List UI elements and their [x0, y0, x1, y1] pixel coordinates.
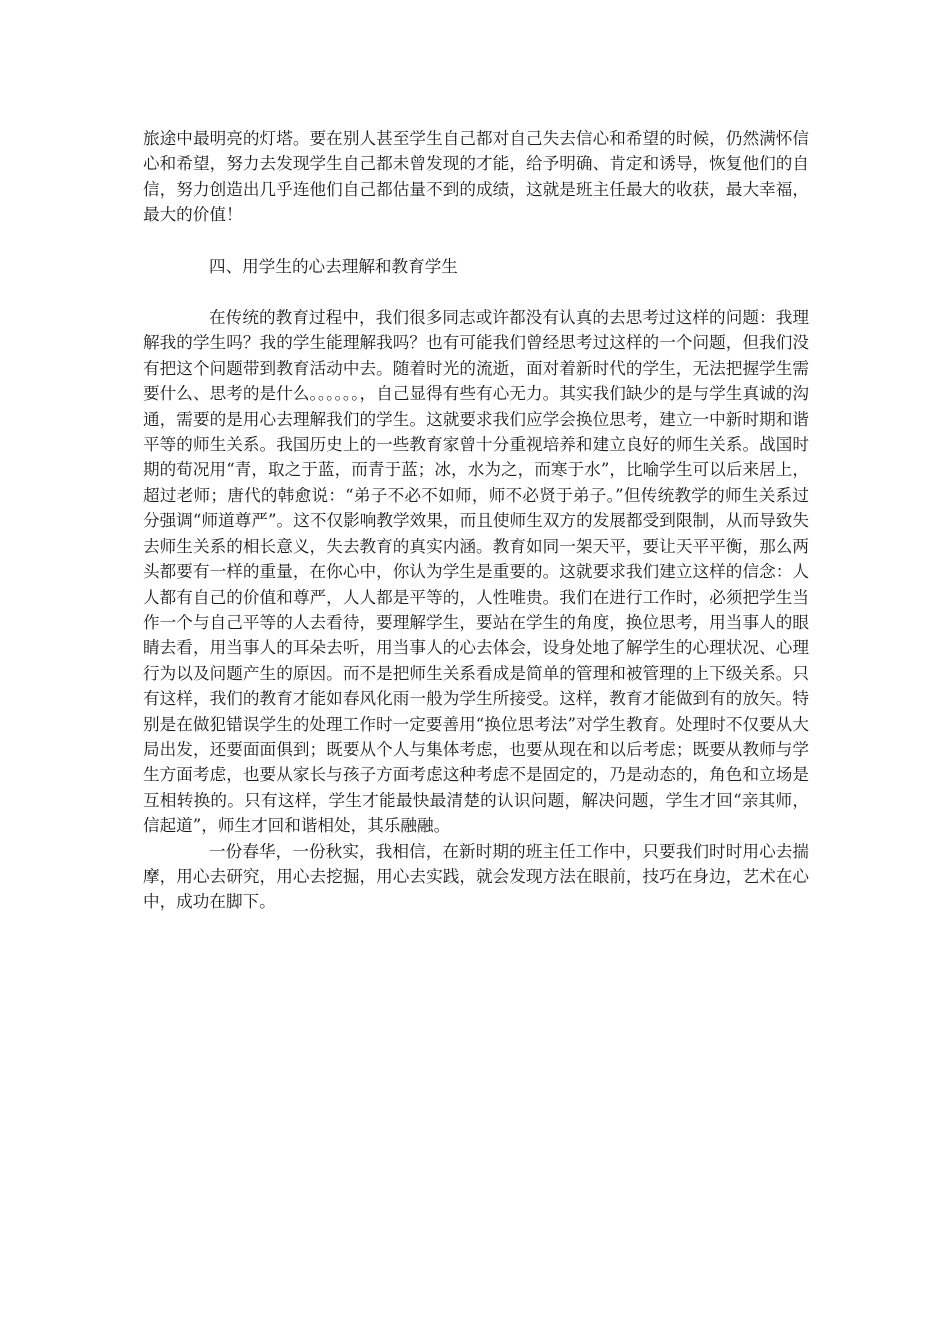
document-page [143, 126, 809, 915]
paragraph-continuation: 旅途中最明亮的灯塔。要在别人甚至学生自己都对自己失去信心和希望的时候，仍然满怀信心和希望，努力去发现学生自己都未曾发现的才能，给予明确、肯定和诱导，恢复他们的自信，努力创造出几乎连他们自己都估量不到的成绩，这就是班主任最大的收获，最大幸福，最大的价值！ [143, 129, 809, 225]
paragraph-body: 在传统的教育过程中，我们很多同志或许都没有认真的去思考过这样的问题：我理解我的学生吗？我的学生能理解我吗？也有可能我们曾经思考过这样的一个问题，但我们没有把这个问题带到教育活动中去。随着时光的流逝，面对着新时代的学生，无法把握学生需要什么、思考的是什么。。。。。。，自己显得有些有心无力。其实我们缺少的是与学生真诚的沟通，需要的是用心去理解我们的学生。这就要求我们应学会换位思考，建立一中新时期和谐平等的师生关系。我国历史上的一些教育家曾十分重视培养和建立良好的师生关系。战国时期的荀况用“青，取之于蓝，而青于蓝；冰，水为之，而寒于水”，比喻学生可以后来居上，超过老师；唐代的韩愈说：“弟子不必不如师，师不必贤于弟子。”但传统教学的师生关系过分强调“师道尊严”。这不仅影响教学效果，而且使师生双方的发展都受到限制，从而导致失去师生关系的相长意义，失去教育的真实内涵。教育如同一架天平，要让天平平衡，那么两头都要有一样的重量，在你心中，你认为学生是重要的。这就要求我们建立这样的信念：人人都有自己的价值和尊严，人人都是平等的，人性唯贵。我们在进行工作时，必须把学生当作一个与自己平等的人去看待，要理解学生，要站在学生的角度，换位思考，用当事人的眼睛去看，用当事人的耳朵去听，用当事人的心去体会，设身处地了解学生的心理状况、心理行为以及问题产生的原因。而不是把师生关系看成是简单的管理和被管理的上下级关系。只有这样，我们的教育才能如春风化雨一般为学生所接受。这样，教育才能做到有的放矢。特别是在做犯错误学生的处理工作时一定要善用“换位思考法”对学生教育。处理时不仅要从大局出发，还要面面俱到；既要从个人与集体考虑，也要从现在和以后考虑；既要从教师与学生方面考虑，也要从家长与孩子方面考虑这种考虑不是固定的，乃是动态的，角色和立场是互相转换的。只有这样，学生才能最快最清楚的认识问题，解决问题，学生才回“亲其师，信起道”，师生才回和谐相处，其乐融融。 [143, 308, 809, 836]
section-heading: 四、用学生的心去理解和教育学生 [209, 256, 458, 276]
paragraph-conclusion: 一份春华，一份秋实，我相信，在新时期的班主任工作中，只要我们时时用心去揣摩，用心去研究，用心去挖掘，用心去实践，就会发现方法在眼前，技巧在身边，艺术在心中，成功在脚下。 [143, 841, 809, 912]
